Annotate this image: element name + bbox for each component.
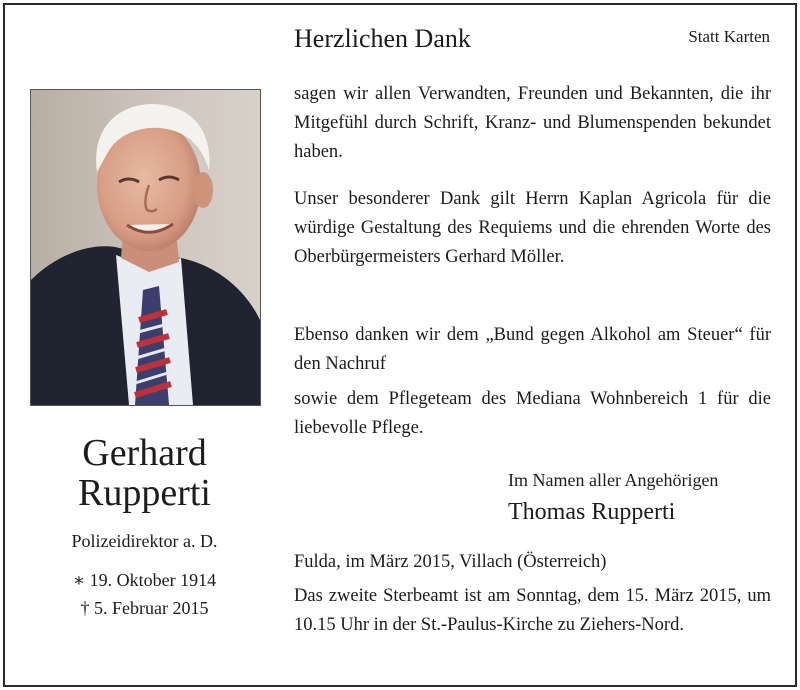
place-date: Fulda, im März 2015, Villach (Österreich) [294,552,607,572]
thanks-paragraph-1: sagen wir allen Verwandten, Freunden und Bekannten, die ihr Mitgefühl durch Schrift, Kranz- und Blumenspenden bekundet haben. [294,84,771,162]
signoff-name: Thomas Rupperti [508,499,676,525]
death-date: † 5. Februar 2015 [80,598,209,618]
heading: Herzlichen Dank [294,24,471,53]
portrait-illustration [31,90,260,405]
deceased-last-name: Rupperti [78,472,211,514]
thanks-paragraph-4: sowie dem Pflegeteam des Mediana Wohnbereich 1 für die liebevolle Pflege. [294,389,771,438]
deceased-title: Polizeidirektor a. D. [71,531,218,551]
statt-karten-label: Statt Karten [688,27,770,46]
signoff-line: Im Namen aller Angehörigen [508,470,719,490]
birth-date: ∗ 19. Oktober 1914 [72,570,217,590]
thanks-paragraph-2: Unser besonderer Dank gilt Herrn Kaplan Agricola für die würdige Gestaltung des Requiems und die ehrenden Worte des Oberbürgermeisters Gerhard Möller. [294,189,771,267]
thanks-paragraph-3: Ebenso danken wir dem „Bund gegen Alkohol am Steuer“ für den Nachruf [294,325,771,374]
service-note: Das zweite Sterbeamt ist am Sonntag, dem 15. März 2015, um 10.15 Uhr in der St.-Paulus-Kirche zu Ziehers-Nord. [294,586,771,635]
portrait-photo [30,89,261,406]
deceased-first-name: Gerhard [82,432,207,474]
